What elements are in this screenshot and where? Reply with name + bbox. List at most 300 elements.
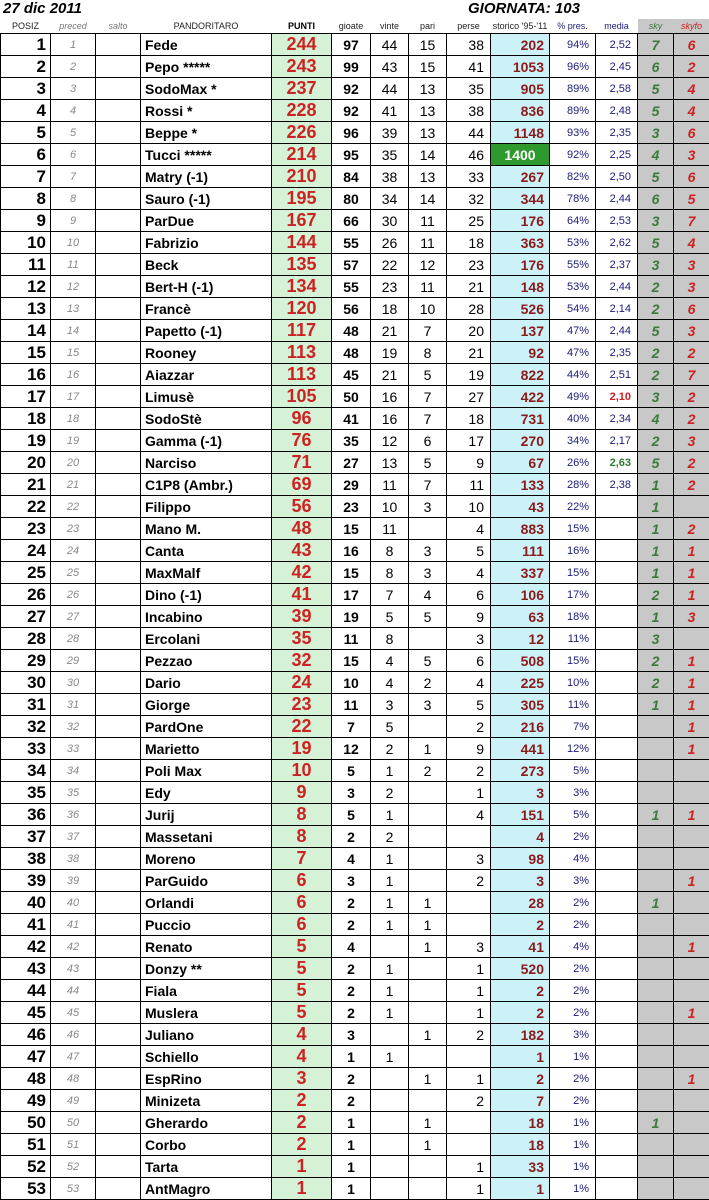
- skyfo-cell: [674, 1156, 709, 1178]
- table-row: [1, 1024, 709, 1046]
- points-cell: 134: [272, 276, 332, 298]
- jump-cell: [96, 1090, 141, 1112]
- history-cell: 2: [491, 980, 550, 1002]
- drawn-cell: 1: [409, 738, 447, 760]
- table-row: [1, 870, 709, 892]
- played-cell: 27: [332, 452, 371, 474]
- won-cell: 2: [371, 826, 409, 848]
- won-cell: 4: [371, 650, 409, 672]
- skyfo-cell: 1: [674, 540, 709, 562]
- table-row: [1, 738, 709, 760]
- drawn-cell: 11: [409, 210, 447, 232]
- position-cell: 15: [1, 342, 51, 364]
- sky-cell: [638, 760, 674, 782]
- points-cell: 244: [272, 34, 332, 56]
- player-name-cell: ParGuido: [141, 870, 272, 892]
- history-cell: 98: [491, 848, 550, 870]
- points-cell: 2: [272, 1090, 332, 1112]
- skyfo-cell: [674, 1112, 709, 1134]
- position-cell: 31: [1, 694, 51, 716]
- presence-percent-cell: 18%: [550, 606, 596, 628]
- jump-cell: [96, 122, 141, 144]
- position-cell: 40: [1, 892, 51, 914]
- played-cell: 2: [332, 1068, 371, 1090]
- presence-percent-cell: 5%: [550, 760, 596, 782]
- player-name-cell: Muslera: [141, 1002, 272, 1024]
- drawn-cell: [409, 870, 447, 892]
- lost-cell: 9: [447, 606, 491, 628]
- played-cell: 96: [332, 122, 371, 144]
- table-row: [1, 56, 709, 78]
- points-cell: 2: [272, 1112, 332, 1134]
- position-cell: 7: [1, 166, 51, 188]
- average-cell: [596, 716, 638, 738]
- jump-cell: [96, 386, 141, 408]
- won-cell: 1: [371, 760, 409, 782]
- won-cell: [371, 1112, 409, 1134]
- points-cell: 32: [272, 650, 332, 672]
- drawn-cell: 12: [409, 254, 447, 276]
- presence-percent-cell: 89%: [550, 78, 596, 100]
- skyfo-cell: 1: [674, 936, 709, 958]
- average-cell: 2,50: [596, 166, 638, 188]
- table-row: [1, 78, 709, 100]
- points-cell: 214: [272, 144, 332, 166]
- previous-position-cell: 40: [51, 892, 96, 914]
- table-row: [1, 958, 709, 980]
- position-cell: 14: [1, 320, 51, 342]
- skyfo-cell: [674, 760, 709, 782]
- table-row: [1, 914, 709, 936]
- jump-cell: [96, 34, 141, 56]
- average-cell: [596, 1068, 638, 1090]
- player-name-cell: Rossi *: [141, 100, 272, 122]
- player-name-cell: Incabino: [141, 606, 272, 628]
- won-cell: 1: [371, 804, 409, 826]
- lost-cell: 1: [447, 1002, 491, 1024]
- skyfo-cell: 4: [674, 100, 709, 122]
- player-name-cell: ParDue: [141, 210, 272, 232]
- jump-cell: [96, 540, 141, 562]
- won-cell: 16: [371, 386, 409, 408]
- lost-cell: 27: [447, 386, 491, 408]
- won-cell: 19: [371, 342, 409, 364]
- lost-cell: [447, 1112, 491, 1134]
- table-row: [1, 1178, 709, 1200]
- col-header-punti: PUNTI: [272, 19, 332, 34]
- average-cell: 2,44: [596, 276, 638, 298]
- history-cell: 111: [491, 540, 550, 562]
- jump-cell: [96, 1178, 141, 1200]
- won-cell: 3: [371, 694, 409, 716]
- history-cell: 28: [491, 892, 550, 914]
- sky-cell: 1: [638, 496, 674, 518]
- table-row: [1, 166, 709, 188]
- player-name-cell: Fiala: [141, 980, 272, 1002]
- average-cell: [596, 1090, 638, 1112]
- average-cell: [596, 826, 638, 848]
- position-cell: 26: [1, 584, 51, 606]
- jump-cell: [96, 1112, 141, 1134]
- previous-position-cell: 42: [51, 936, 96, 958]
- lost-cell: 23: [447, 254, 491, 276]
- skyfo-cell: 1: [674, 584, 709, 606]
- sky-cell: 2: [638, 276, 674, 298]
- presence-percent-cell: 78%: [550, 188, 596, 210]
- presence-percent-cell: 2%: [550, 958, 596, 980]
- jump-cell: [96, 276, 141, 298]
- previous-position-cell: 10: [51, 232, 96, 254]
- sky-cell: [638, 716, 674, 738]
- drawn-cell: 3: [409, 562, 447, 584]
- table-row: [1, 474, 709, 496]
- lost-cell: 21: [447, 276, 491, 298]
- lost-cell: 44: [447, 122, 491, 144]
- player-name-cell: Francè: [141, 298, 272, 320]
- played-cell: 15: [332, 650, 371, 672]
- average-cell: 2,53: [596, 210, 638, 232]
- jump-cell: [96, 166, 141, 188]
- player-name-cell: Mano M.: [141, 518, 272, 540]
- jump-cell: [96, 694, 141, 716]
- drawn-cell: 11: [409, 232, 447, 254]
- played-cell: 66: [332, 210, 371, 232]
- sky-cell: 4: [638, 144, 674, 166]
- previous-position-cell: 2: [51, 56, 96, 78]
- played-cell: 2: [332, 1090, 371, 1112]
- points-cell: 113: [272, 342, 332, 364]
- won-cell: 4: [371, 672, 409, 694]
- average-cell: [596, 694, 638, 716]
- position-cell: 38: [1, 848, 51, 870]
- position-cell: 35: [1, 782, 51, 804]
- played-cell: 23: [332, 496, 371, 518]
- played-cell: 1: [332, 1112, 371, 1134]
- presence-percent-cell: 11%: [550, 628, 596, 650]
- history-cell: 520: [491, 958, 550, 980]
- presence-percent-cell: 40%: [550, 408, 596, 430]
- points-cell: 5: [272, 936, 332, 958]
- points-cell: 56: [272, 496, 332, 518]
- average-cell: 2,17: [596, 430, 638, 452]
- previous-position-cell: 49: [51, 1090, 96, 1112]
- table-row: [1, 1112, 709, 1134]
- sky-cell: 5: [638, 100, 674, 122]
- won-cell: 2: [371, 782, 409, 804]
- drawn-cell: 5: [409, 364, 447, 386]
- sky-cell: 2: [638, 430, 674, 452]
- average-cell: [596, 1024, 638, 1046]
- played-cell: 95: [332, 144, 371, 166]
- jump-cell: [96, 650, 141, 672]
- previous-position-cell: 8: [51, 188, 96, 210]
- jump-cell: [96, 562, 141, 584]
- presence-percent-cell: 93%: [550, 122, 596, 144]
- average-cell: 2,10: [596, 386, 638, 408]
- table-row: [1, 1090, 709, 1112]
- previous-position-cell: 33: [51, 738, 96, 760]
- lost-cell: 10: [447, 496, 491, 518]
- won-cell: 41: [371, 100, 409, 122]
- average-cell: [596, 870, 638, 892]
- presence-percent-cell: 17%: [550, 584, 596, 606]
- drawn-cell: [409, 628, 447, 650]
- won-cell: 8: [371, 540, 409, 562]
- presence-percent-cell: 15%: [550, 650, 596, 672]
- history-cell: 92: [491, 342, 550, 364]
- points-cell: 48: [272, 518, 332, 540]
- points-cell: 117: [272, 320, 332, 342]
- table-row: [1, 936, 709, 958]
- previous-position-cell: 34: [51, 760, 96, 782]
- sky-cell: [638, 1068, 674, 1090]
- average-cell: [596, 672, 638, 694]
- player-name-cell: Dino (-1): [141, 584, 272, 606]
- presence-percent-cell: 15%: [550, 562, 596, 584]
- lost-cell: 3: [447, 628, 491, 650]
- won-cell: 2: [371, 738, 409, 760]
- won-cell: [371, 936, 409, 958]
- position-cell: 28: [1, 628, 51, 650]
- position-cell: 43: [1, 958, 51, 980]
- history-cell: 43: [491, 496, 550, 518]
- col-header-salto: salto: [96, 19, 141, 34]
- jump-cell: [96, 232, 141, 254]
- won-cell: 23: [371, 276, 409, 298]
- previous-position-cell: 20: [51, 452, 96, 474]
- lost-cell: 18: [447, 408, 491, 430]
- sky-cell: 1: [638, 892, 674, 914]
- previous-position-cell: 6: [51, 144, 96, 166]
- jump-cell: [96, 188, 141, 210]
- history-cell: 176: [491, 210, 550, 232]
- position-cell: 39: [1, 870, 51, 892]
- previous-position-cell: 19: [51, 430, 96, 452]
- presence-percent-cell: 2%: [550, 980, 596, 1002]
- previous-position-cell: 38: [51, 848, 96, 870]
- position-cell: 29: [1, 650, 51, 672]
- presence-percent-cell: 47%: [550, 320, 596, 342]
- drawn-cell: [409, 1156, 447, 1178]
- points-cell: 41: [272, 584, 332, 606]
- table-header-row: [1, 19, 709, 34]
- won-cell: [371, 1024, 409, 1046]
- jump-cell: [96, 826, 141, 848]
- player-name-cell: Pepo *****: [141, 56, 272, 78]
- skyfo-cell: 5: [674, 188, 709, 210]
- previous-position-cell: 25: [51, 562, 96, 584]
- sky-cell: 2: [638, 364, 674, 386]
- skyfo-cell: [674, 892, 709, 914]
- played-cell: 10: [332, 672, 371, 694]
- won-cell: 5: [371, 716, 409, 738]
- jump-cell: [96, 584, 141, 606]
- lost-cell: 25: [447, 210, 491, 232]
- skyfo-cell: [674, 782, 709, 804]
- presence-percent-cell: 2%: [550, 1002, 596, 1024]
- won-cell: 38: [371, 166, 409, 188]
- average-cell: [596, 980, 638, 1002]
- average-cell: 2,63: [596, 452, 638, 474]
- points-cell: 113: [272, 364, 332, 386]
- previous-position-cell: 43: [51, 958, 96, 980]
- presence-percent-cell: 22%: [550, 496, 596, 518]
- lost-cell: 1: [447, 1068, 491, 1090]
- played-cell: 11: [332, 694, 371, 716]
- sky-cell: 2: [638, 342, 674, 364]
- jump-cell: [96, 848, 141, 870]
- jump-cell: [96, 100, 141, 122]
- previous-position-cell: 35: [51, 782, 96, 804]
- previous-position-cell: 36: [51, 804, 96, 826]
- history-cell: 822: [491, 364, 550, 386]
- history-cell: 18: [491, 1112, 550, 1134]
- jump-cell: [96, 738, 141, 760]
- drawn-cell: 1: [409, 1024, 447, 1046]
- presence-percent-cell: 53%: [550, 232, 596, 254]
- average-cell: [596, 1134, 638, 1156]
- sky-cell: [638, 1002, 674, 1024]
- col-header-vinte: vinte: [371, 19, 409, 34]
- won-cell: 11: [371, 474, 409, 496]
- sky-cell: [638, 870, 674, 892]
- points-cell: 23: [272, 694, 332, 716]
- position-cell: 2: [1, 56, 51, 78]
- average-cell: [596, 958, 638, 980]
- drawn-cell: [409, 826, 447, 848]
- previous-position-cell: 27: [51, 606, 96, 628]
- table-row: [1, 518, 709, 540]
- history-cell: 2: [491, 914, 550, 936]
- skyfo-cell: 1: [674, 804, 709, 826]
- table-row: [1, 782, 709, 804]
- points-cell: 210: [272, 166, 332, 188]
- drawn-cell: 3: [409, 540, 447, 562]
- points-cell: 237: [272, 78, 332, 100]
- player-name-cell: SodoMax *: [141, 78, 272, 100]
- history-cell: 836: [491, 100, 550, 122]
- jump-cell: [96, 254, 141, 276]
- skyfo-cell: 2: [674, 56, 709, 78]
- jump-cell: [96, 606, 141, 628]
- presence-percent-cell: 2%: [550, 1090, 596, 1112]
- lost-cell: 1: [447, 980, 491, 1002]
- points-cell: 5: [272, 958, 332, 980]
- player-name-cell: SodoStè: [141, 408, 272, 430]
- jump-cell: [96, 1002, 141, 1024]
- history-cell: 1148: [491, 122, 550, 144]
- table-row: [1, 892, 709, 914]
- average-cell: [596, 782, 638, 804]
- presence-percent-cell: 1%: [550, 1178, 596, 1200]
- presence-percent-cell: 89%: [550, 100, 596, 122]
- table-row: [1, 1134, 709, 1156]
- history-cell: 337: [491, 562, 550, 584]
- lost-cell: 4: [447, 672, 491, 694]
- points-cell: 6: [272, 914, 332, 936]
- history-cell: 883: [491, 518, 550, 540]
- average-cell: 2,25: [596, 144, 638, 166]
- points-cell: 195: [272, 188, 332, 210]
- average-cell: [596, 1156, 638, 1178]
- lost-cell: 1: [447, 1156, 491, 1178]
- skyfo-cell: 1: [674, 694, 709, 716]
- table-row: [1, 716, 709, 738]
- position-cell: 22: [1, 496, 51, 518]
- played-cell: 84: [332, 166, 371, 188]
- skyfo-cell: [674, 1090, 709, 1112]
- won-cell: 8: [371, 628, 409, 650]
- sky-cell: [638, 1156, 674, 1178]
- presence-percent-cell: 94%: [550, 34, 596, 56]
- played-cell: 3: [332, 1024, 371, 1046]
- sky-cell: [638, 782, 674, 804]
- jump-cell: [96, 452, 141, 474]
- played-cell: 2: [332, 958, 371, 980]
- skyfo-cell: [674, 826, 709, 848]
- player-name-cell: Tarta: [141, 1156, 272, 1178]
- won-cell: 1: [371, 980, 409, 1002]
- drawn-cell: 8: [409, 342, 447, 364]
- history-cell: 176: [491, 254, 550, 276]
- standings-body: [1, 34, 709, 1200]
- played-cell: 2: [332, 1002, 371, 1024]
- sky-cell: 5: [638, 452, 674, 474]
- player-name-cell: Pezzao: [141, 650, 272, 672]
- played-cell: 35: [332, 430, 371, 452]
- drawn-cell: [409, 1178, 447, 1200]
- history-cell: 344: [491, 188, 550, 210]
- player-name-cell: Filippo: [141, 496, 272, 518]
- average-cell: [596, 650, 638, 672]
- played-cell: 5: [332, 760, 371, 782]
- position-cell: 50: [1, 1112, 51, 1134]
- lost-cell: [447, 914, 491, 936]
- average-cell: [596, 606, 638, 628]
- position-cell: 25: [1, 562, 51, 584]
- player-name-cell: Matry (-1): [141, 166, 272, 188]
- previous-position-cell: 12: [51, 276, 96, 298]
- matchday-label: GIORNATA: 103: [468, 0, 580, 17]
- drawn-cell: 13: [409, 166, 447, 188]
- presence-percent-cell: 96%: [550, 56, 596, 78]
- points-cell: 228: [272, 100, 332, 122]
- player-name-cell: Sauro (-1): [141, 188, 272, 210]
- sky-cell: [638, 936, 674, 958]
- sky-cell: 4: [638, 408, 674, 430]
- drawn-cell: 5: [409, 452, 447, 474]
- jump-cell: [96, 1024, 141, 1046]
- won-cell: 22: [371, 254, 409, 276]
- previous-position-cell: 23: [51, 518, 96, 540]
- table-row: [1, 298, 709, 320]
- drawn-cell: [409, 1002, 447, 1024]
- table-row: [1, 562, 709, 584]
- played-cell: 99: [332, 56, 371, 78]
- jump-cell: [96, 298, 141, 320]
- previous-position-cell: 9: [51, 210, 96, 232]
- previous-position-cell: 1: [51, 34, 96, 56]
- average-cell: [596, 1112, 638, 1134]
- jump-cell: [96, 936, 141, 958]
- skyfo-cell: 3: [674, 276, 709, 298]
- player-name-cell: Massetani: [141, 826, 272, 848]
- player-name-cell: Narciso: [141, 452, 272, 474]
- won-cell: 7: [371, 584, 409, 606]
- skyfo-cell: 6: [674, 122, 709, 144]
- jump-cell: [96, 804, 141, 826]
- table-row: [1, 672, 709, 694]
